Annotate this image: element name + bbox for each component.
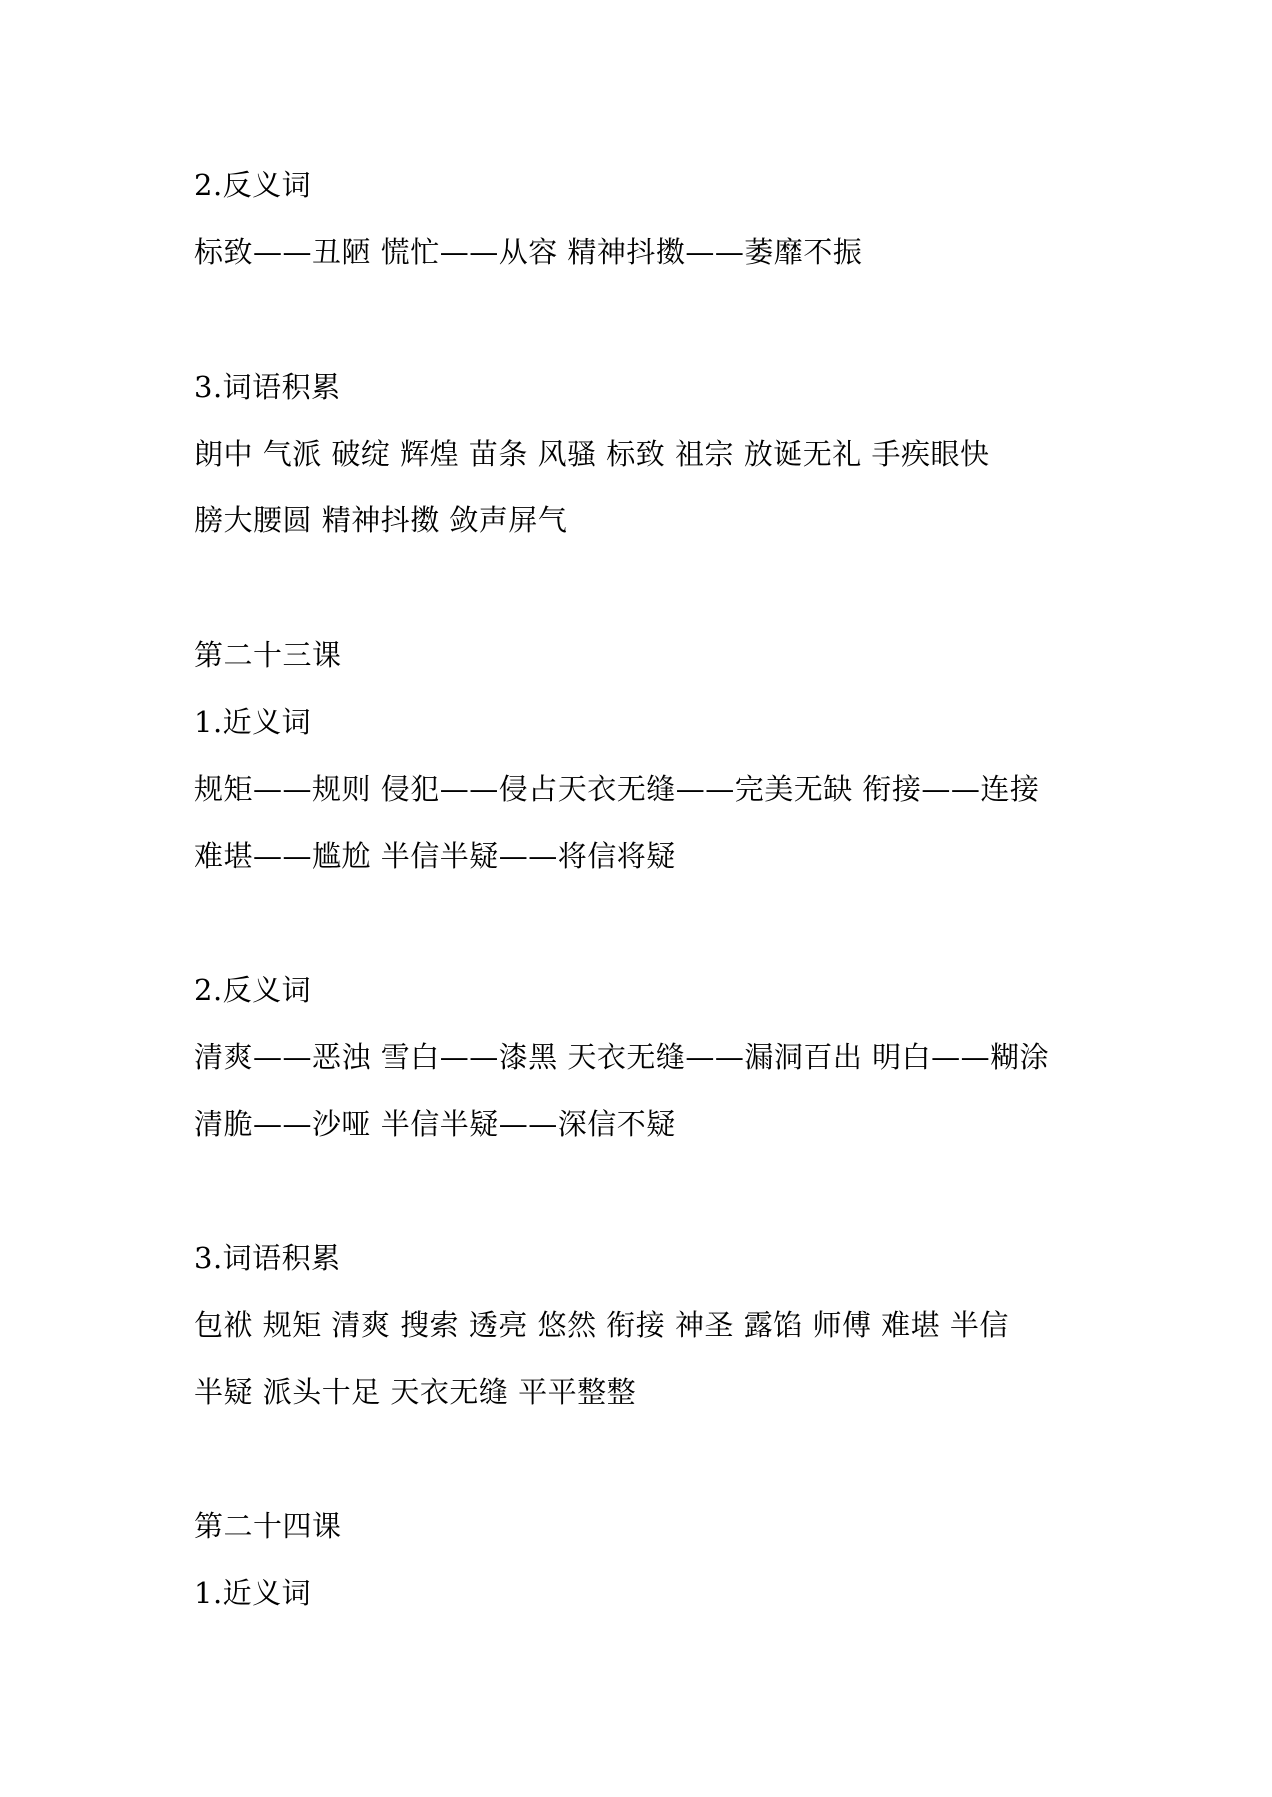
section-heading-synonyms: 1.近义词 [194,705,312,739]
vocabulary-line-1: 朗中 气派 破绽 辉煌 苗条 风骚 标致 祖宗 放诞无礼 手疾眼快 [194,437,990,471]
section-heading-antonyms-23: 2.反义词 [194,973,312,1007]
lesson-title-23: 第二十三课 [194,638,342,672]
synonyms-line-1: 规矩——规则 侵犯——侵占天衣无缝——完美无缺 衔接——连接 [194,772,1040,806]
section-heading-antonyms: 2.反义词 [194,168,312,202]
section-heading-synonyms-24: 1.近义词 [194,1576,312,1610]
section-heading-vocabulary: 3.词语积累 [194,370,341,404]
antonyms-line-1: 标致——丑陋 慌忙——从容 精神抖擞——萎靡不振 [194,235,863,269]
vocabulary-line-2: 膀大腰圆 精神抖擞 敛声屏气 [194,503,568,537]
section-heading-vocabulary-23: 3.词语积累 [194,1241,341,1275]
vocabulary-23-line-2: 半疑 派头十足 天衣无缝 平平整整 [194,1375,637,1409]
vocabulary-23-line-1: 包袱 规矩 清爽 搜索 透亮 悠然 衔接 神圣 露馅 师傅 难堪 半信 [194,1308,1009,1342]
antonyms-23-line-1: 清爽——恶浊 雪白——漆黑 天衣无缝——漏洞百出 明白——糊涂 [194,1040,1050,1074]
lesson-title-24: 第二十四课 [194,1509,342,1543]
synonyms-line-2: 难堪——尴尬 半信半疑——将信将疑 [194,839,676,873]
antonyms-23-line-2: 清脆——沙哑 半信半疑——深信不疑 [194,1107,676,1141]
